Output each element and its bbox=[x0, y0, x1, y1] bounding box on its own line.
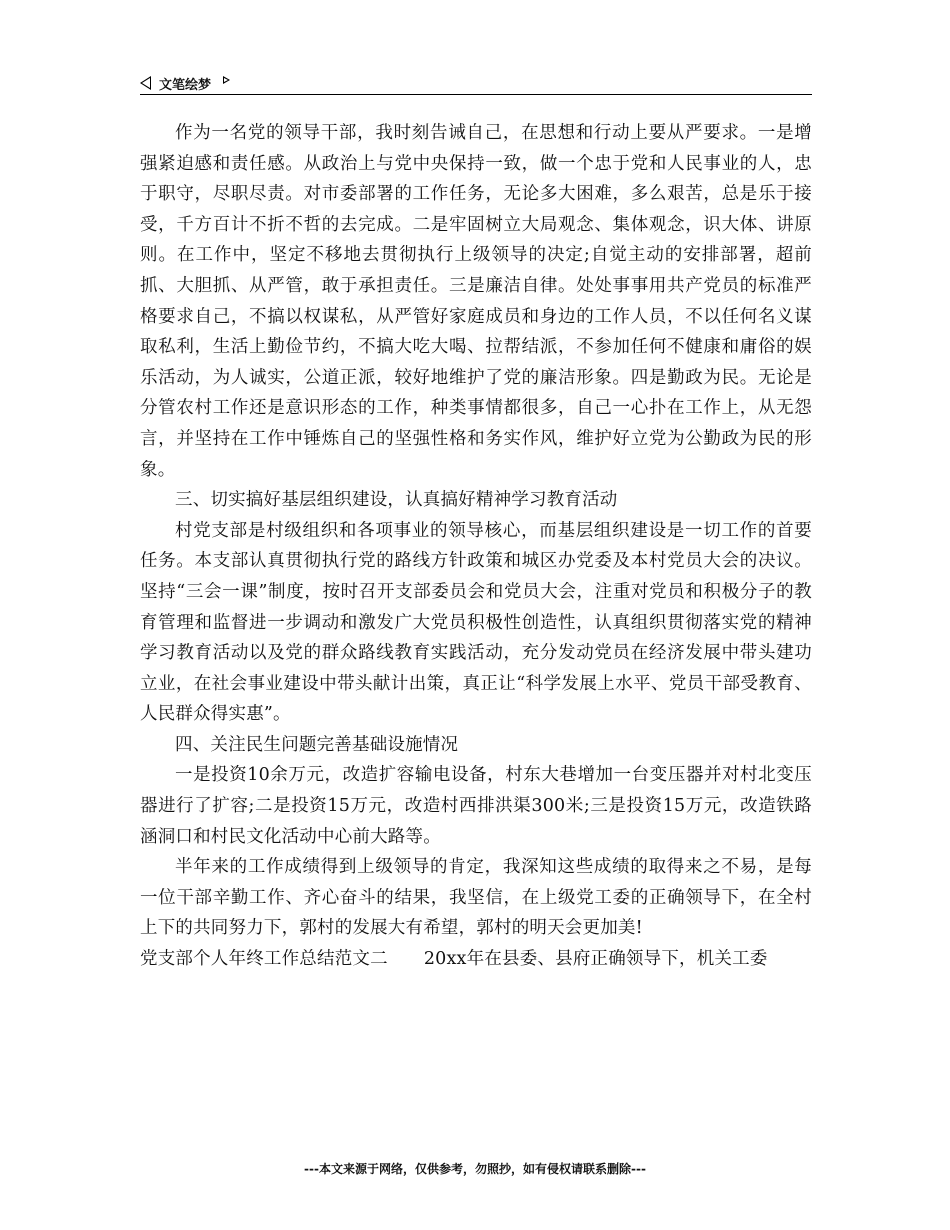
header-title: 文笔绘梦 bbox=[159, 77, 212, 93]
paragraph-conclusion: 半年来的工作成绩得到上级领导的肯定，我深知这些成绩的取得来之不易，是每一位干部辛勤工作、齐心奋斗的结果，我坚信，在上级党工委的正确领导下，在全村上下的共同努力下，郭村的发展大有希望，郭村的明天会更加美! bbox=[140, 857, 812, 939]
document-body bbox=[140, 118, 812, 975]
page-footer: ---本文来源于网络，仅供参考，勿照抄，如有侵权请联系删除--- bbox=[304, 1162, 646, 1176]
paragraph-self-discipline: 作为一名党的领导干部，我时刻告诫自己，在思想和行动上要从严要求。一是增强紧迫感和责任感。从政治上与党中央保持一致，做一个忠于党和人民事业的人，忠于职守，尽职尽责。对市委部署的工作任务，无论多大困难，多么艰苦，总是乐于接受，千方百计不折不哲的去完成。二是牢固树立大局观念、集体观念，识大体、讲原则。在工作中，坚定不移地去贯彻执行上级领导的决定;自觉主动的安排部署，超前抓、大胆抓、从严管，敢于承担责任。三是廉洁自律。处处事事用共产党员的标准严格要求自己，不搞以权谋私，从严管好家庭成员和身边的工作人员，不以任何名义谋取私利，生活上勤俭节约，不搞大吃大喝、拉帮结派，不参加任何不健康和庸俗的娱乐活动，为人诚实，公道正派，较好地维护了党的廉洁形象。四是勤政为民。无论是分管农村工作还是意识形态的工作，种类事情都很多，自己一心扑在工作上，从无怨言，并坚持在工作中锤炼自己的坚强性格和务实作风，维护好立党为公勤政为民的形象。 bbox=[140, 123, 812, 480]
next-article-text: 20xx年在县委、县府正确领导下，机关工委 bbox=[423, 949, 768, 970]
paragraph-infrastructure: 一是投资10余万元，改造扩容输电设备，村东大巷增加一台变压器并对村北变压器进行了扩容;二是投资15万元，改造村西排洪渠300米;三是投资15万元，改造铁路涵洞口和村民文化活动中心前大路等。 bbox=[140, 765, 812, 847]
section-heading-4: 四、关注民生问题完善基础设施情况 bbox=[175, 734, 459, 755]
triangle-right-icon bbox=[223, 76, 230, 84]
final-line bbox=[140, 944, 812, 975]
page-header bbox=[140, 72, 812, 95]
section-heading-3: 三、切实搞好基层组织建设，认真搞好精神学习教育活动 bbox=[175, 490, 618, 511]
triangle-left-icon bbox=[140, 76, 151, 90]
next-article-title: 党支部个人年终工作总结范文二 bbox=[140, 949, 388, 970]
paragraph-organization: 村党支部是村级组织和各项事业的领导核心，而基层组织建设是一切工作的首要任务。本支部认真贯彻执行党的路线方针政策和城区办党委及本村党员大会的决议。坚持“三会一课”制度，按时召开支部委员会和党员大会，注重对党员和积极分子的教育管理和监督进一步调动和激发广大党员积极性创造性，认真组织贯彻落实党的精神学习教育活动以及党的群众路线教育实践活动，充分发动党员在经济发展中带头建功立业，在社会事业建设中带头献计出策，真正让“科学发展上水平、党员干部受教育、人民群众得实惠”。 bbox=[140, 520, 812, 725]
